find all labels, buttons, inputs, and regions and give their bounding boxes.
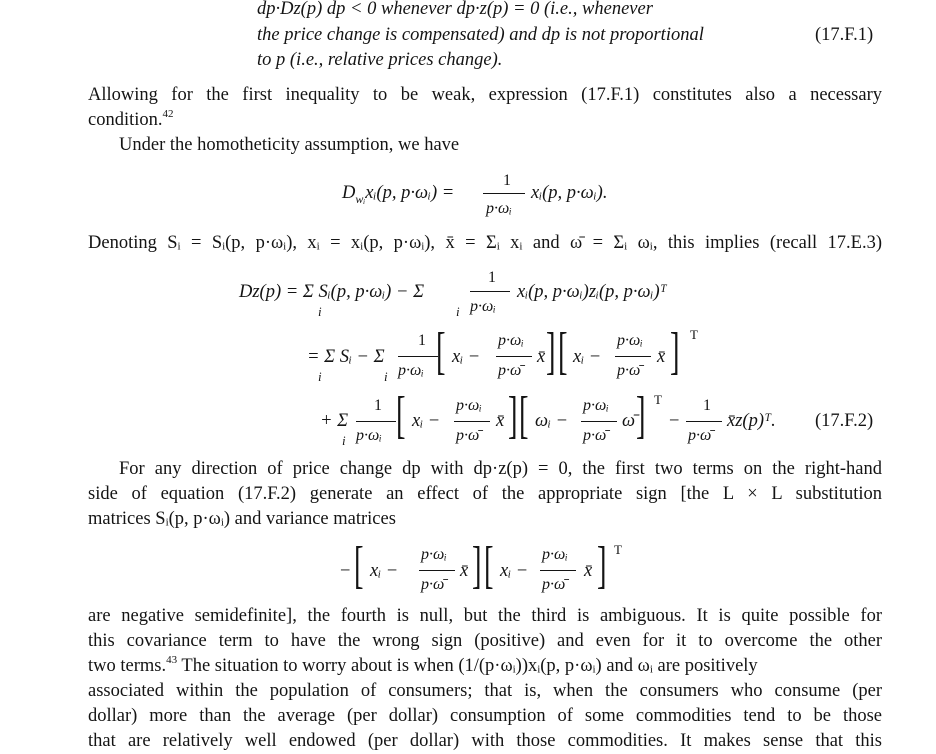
main-eq-row1-frac-num: 1 (488, 269, 496, 286)
main-eq-row2-b1-xbar: x̄ (537, 347, 546, 367)
variance-b1-xbar: x̄ (460, 561, 469, 581)
paragraph-5-line-3: two terms.$^{43}$ The situation to worry about is when (1/(p·ωᵢ))xᵢ(p, p·ωᵢ) and ωᵢ are positively (88, 654, 758, 676)
main-eq-row2-sum-index-2: i (384, 369, 388, 384)
main-eq-row2-frac-bar (398, 356, 438, 357)
main-eq-row3-frac-den: p·ωᵢ (356, 427, 382, 444)
variance-transpose: T (614, 542, 622, 557)
footnote-42: 42 (162, 108, 174, 120)
main-eq-row3-b2-wbar: ω̄ (622, 411, 636, 431)
bracket-left-icon: [ (558, 323, 568, 380)
variance-b1-num: p·ωᵢ (421, 546, 447, 563)
main-eq-row3-b2-bar (581, 421, 617, 422)
bracket-right-icon: ] (670, 323, 680, 380)
condition-line-1: dp·Dz(p) dp < 0 whenever dp·z(p) = 0 (i.e., whenever (257, 0, 653, 19)
variance-b1-x: xᵢ − (370, 561, 399, 581)
main-eq-row3-b1-x: xᵢ − (412, 411, 441, 431)
main-eq-row2-b1-x: xᵢ − (452, 347, 481, 367)
variance-b1-den: p·ω̄ (421, 576, 445, 593)
main-eq-row2-frac-den: p·ωᵢ (398, 362, 424, 379)
main-eq-row3-minus: − (669, 411, 680, 431)
main-eq-row3-frac2-bar (686, 421, 722, 422)
homothetic-lhs: $D_{wᵢ}xᵢ(p$, p·ωᵢ) = (342, 183, 455, 206)
main-eq-row2-sum-index-1: i (318, 369, 322, 384)
main-eq-row3-b2-x: ωᵢ − (535, 411, 569, 431)
variance-b2-bar (540, 570, 576, 571)
main-eq-row3-b2-num: p·ωᵢ (583, 397, 609, 414)
main-eq-row2-b2-den: p·ω̄ (617, 362, 641, 379)
main-eq-row3-b2-den: p·ω̄ (583, 427, 607, 444)
main-eq-row2-b2-bar (615, 356, 651, 357)
variance-b1-bar (419, 570, 455, 571)
variance-b2-den: p·ω̄ (542, 576, 566, 593)
bracket-left-icon: [ (519, 387, 529, 444)
variance-b2-xbar: x̄ (584, 561, 593, 581)
main-eq-row1-frac-den: p·ωᵢ (470, 298, 496, 315)
paragraph-2-line-1: Under the homotheticity assumption, we have (119, 135, 460, 155)
homothetic-frac-den: p·ωᵢ (486, 200, 512, 217)
main-eq-row2-b2-x: xᵢ − (573, 347, 602, 367)
condition-line-2: the price change is compensated) and dp is not proportional (257, 25, 704, 45)
main-eq-row1-sum-index-2: i (456, 304, 460, 319)
main-eq-row2-b1-den: p·ω̄ (498, 362, 522, 379)
paragraph-5-line-1: are negative semidefinite], the fourth is null, but the third is ambiguous. It is quite possible for (88, 606, 882, 626)
paragraph-1-line-2: condition.$^{42}$ (88, 108, 174, 130)
main-eq-row2-b2-num: p·ωᵢ (617, 332, 643, 349)
main-eq-row2-frac-num: 1 (418, 332, 426, 349)
bracket-right-icon: ] (508, 387, 518, 444)
paragraph-4-line-2: side of equation (17.F.2) generate an effect of the appropriate sign [the L × L substitution (88, 484, 882, 504)
main-eq-row3-b1-xbar: x̄ (496, 411, 505, 431)
main-eq-row3-b1-bar (454, 421, 490, 422)
main-eq-row2-lhs: = Σ Sᵢ − Σ (307, 347, 385, 367)
main-eq-row3-b1-num: p·ωᵢ (456, 397, 482, 414)
condition-line-3: to p (i.e., relative prices change). (257, 50, 503, 70)
paragraph-5-line-5: dollar) more than the average (per dollar) consumption of some commodities tend to be those (88, 706, 882, 726)
paragraph-4-line-3: matrices Sᵢ(p, p·ωᵢ) and variance matrices (88, 509, 396, 529)
main-eq-row3-sum-index: i (342, 433, 346, 448)
main-eq-row1-frac-bar (470, 291, 510, 292)
paragraph-4-line-1: For any direction of price change dp with dp·z(p) = 0, the first two terms on the right-hand (119, 459, 882, 479)
paragraph-3-line-1: Denoting Sᵢ = Sᵢ(p, p·ωᵢ), xᵢ = xᵢ(p, p·ωᵢ), x̄ = Σᵢ xᵢ and ω̄ = Σᵢ ωᵢ, this implies (recall 17.E.3) (88, 233, 882, 253)
equation-number-17F1: (17.F.1) (815, 25, 874, 45)
bracket-right-icon: ] (472, 537, 482, 594)
homothetic-frac-num: 1 (503, 172, 511, 189)
main-eq-row1-rhs: xᵢ(p, p·ωᵢ)zᵢ(p, p·ωᵢ)ᵀ (517, 282, 667, 302)
paragraph-5-line-6: that are relatively well endowed (per dollar) with those commodities. It makes sense that this (88, 731, 882, 751)
bracket-left-icon: [ (436, 323, 446, 380)
bracket-left-icon: [ (484, 537, 494, 594)
main-eq-row3-transpose: T (654, 392, 662, 407)
bracket-left-icon: [ (354, 537, 364, 594)
main-eq-row3-frac-bar (356, 421, 396, 422)
variance-b2-x: xᵢ − (500, 561, 529, 581)
main-eq-row3-b1-den: p·ω̄ (456, 427, 480, 444)
variance-b2-num: p·ωᵢ (542, 546, 568, 563)
paragraph-1-line-1: Allowing for the first inequality to be weak, expression (17.F.1) constitutes also a necessary (88, 85, 882, 105)
variance-minus: − (340, 561, 351, 581)
equation-number-17F2: (17.F.2) (815, 411, 874, 431)
main-eq-row3-frac2-num: 1 (703, 397, 711, 414)
paragraph-5-line-4: associated within the population of consumers; that is, when the consumers who consume (per (88, 681, 882, 701)
main-eq-row1-sum-index-1: i (318, 304, 322, 319)
main-eq-row3-frac2-den: p·ω̄ (688, 427, 712, 444)
bracket-right-icon: ] (636, 387, 646, 444)
main-eq-row1-lhs: Dz(p) = Σ Sᵢ(p, p·ωᵢ) − Σ (239, 282, 425, 302)
main-eq-row3-lhs: + Σ (320, 411, 349, 431)
homothetic-frac-bar (483, 193, 525, 194)
main-eq-row2-b2-xbar: x̄ (657, 347, 666, 367)
bracket-right-icon: ] (546, 323, 556, 380)
bracket-left-icon: [ (396, 387, 406, 444)
bracket-right-icon: ] (597, 537, 607, 594)
paragraph-5-line-2: this covariance term to have the wrong sign (positive) and even for it to overcome the other (88, 631, 882, 651)
footnote-43: 43 (166, 654, 178, 666)
main-eq-row2-transpose: T (690, 327, 698, 342)
homothetic-rhs: xᵢ(p, p·ωᵢ). (531, 183, 608, 203)
main-eq-row3-frac-num: 1 (374, 397, 382, 414)
main-eq-row3-tail: x̄z(p)ᵀ. (727, 411, 776, 431)
main-eq-row2-b1-bar (496, 356, 532, 357)
main-eq-row2-b1-num: p·ωᵢ (498, 332, 524, 349)
